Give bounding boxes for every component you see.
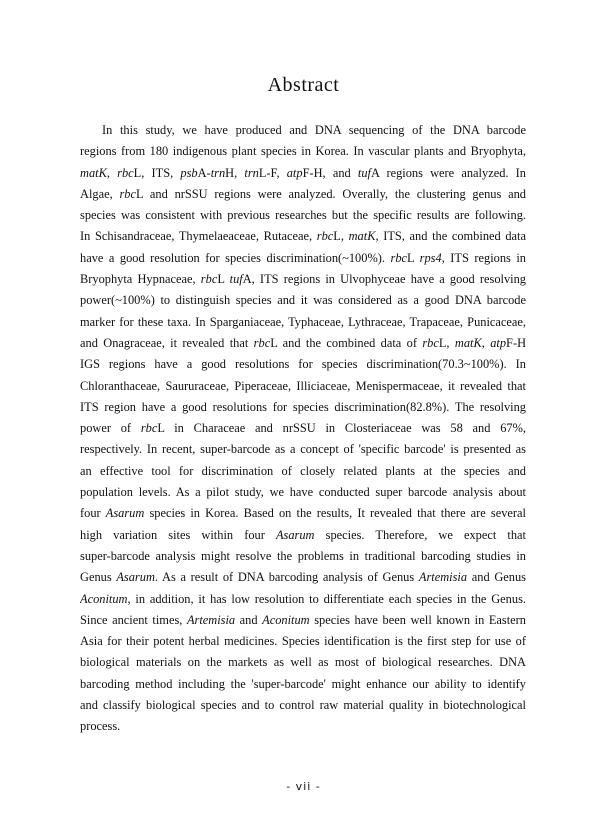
page-number: - vii - bbox=[286, 780, 321, 793]
page-title: Abstract bbox=[267, 74, 340, 96]
abstract-line: Genus Asarum. As a result of DNA barcoding analysis of Genus Artemisia and Genus bbox=[80, 570, 526, 585]
abstract-line: matK, rbcL, ITS, psbA-trnH, trnL-F, atpF-H, and tufA regions were analyzed. In bbox=[80, 165, 526, 180]
abstract-line: high variation sites within four Asarum species. Therefore, we expect that bbox=[80, 527, 526, 542]
abstract-line: an effective tool for discrimination of closely related plants at the species and bbox=[80, 463, 526, 478]
abstract-line: species was consistent with previous researches but the specific results are following. bbox=[80, 208, 526, 223]
abstract-line: super-barcode analysis might resolve the problems in traditional barcoding studies in bbox=[80, 548, 526, 563]
abstract-line: and classify biological species and to control raw material quality in biotechnological bbox=[80, 698, 526, 713]
abstract-line: power of rbcL in Characeae and nrSSU in Closteriaceae was 58 and 67%, bbox=[80, 421, 526, 436]
abstract-line: process. bbox=[80, 719, 121, 734]
abstract-line: In Schisandraceae, Thymelaeaceae, Rutaceae, rbcL, matK, ITS, and the combined data bbox=[80, 229, 526, 244]
abstract-line: have a good resolution for species discrimination(~100%). rbcL rps4, ITS regions in bbox=[80, 250, 526, 265]
abstract-line: power(~100%) to distinguish species and it was considered as a good DNA barcode bbox=[80, 293, 526, 308]
abstract-line: IGS regions have a good resolutions for species discrimination(70.3~100%). In bbox=[80, 357, 526, 372]
abstract-line: In this study, we have produced and DNA sequencing of the DNA barcode bbox=[102, 123, 526, 137]
abstract-line: population levels. As a pilot study, we have conducted super barcode analysis about bbox=[80, 485, 526, 500]
abstract-line: Aconitum, in addition, it has low resolution to differentiate each species in the Genus. bbox=[80, 591, 526, 606]
abstract-line: respectively. In recent, super-barcode as a concept of 'specific barcode' is presented as bbox=[80, 442, 526, 457]
abstract-body bbox=[80, 120, 526, 738]
abstract-line: ITS region have a good resolutions for species discrimination(82.8%). The resolving bbox=[80, 399, 526, 414]
abstract-line: barcoding method including the 'super-barcode' might enhance our ability to identify bbox=[80, 676, 526, 691]
abstract-line: biological materials on the markets as well as most of biological researches. DNA bbox=[80, 655, 526, 670]
abstract-line: Algae, rbcL and nrSSU regions were analyzed. Overally, the clustering genus and bbox=[80, 186, 526, 201]
abstract-line: Chloranthaceae, Saururaceae, Piperaceae, Illiciaceae, Menispermaceae, it revealed that bbox=[80, 378, 526, 393]
abstract-line: Bryophyta Hypnaceae, rbcL tufA, ITS regions in Ulvophyceae have a good resolving bbox=[80, 272, 526, 287]
abstract-line: regions from 180 indigenous plant species in Korea. In vascular plants and Bryophyta, bbox=[80, 144, 526, 159]
abstract-line: four Asarum species in Korea. Based on the results, It revealed that there are several bbox=[80, 506, 526, 521]
abstract-line: Since ancient times, Artemisia and Aconitum species have been well known in Eastern bbox=[80, 612, 526, 627]
abstract-line: Asia for their potent herbal medicines. Species identification is the first step for use of bbox=[80, 634, 526, 649]
abstract-line: marker for these taxa. In Sparganiaceae, Typhaceae, Lythraceae, Trapaceae, Punicaceae, bbox=[80, 314, 526, 329]
abstract-line: and Onagraceae, it revealed that rbcL and the combined data of rbcL, matK, atpF-H bbox=[80, 335, 526, 350]
